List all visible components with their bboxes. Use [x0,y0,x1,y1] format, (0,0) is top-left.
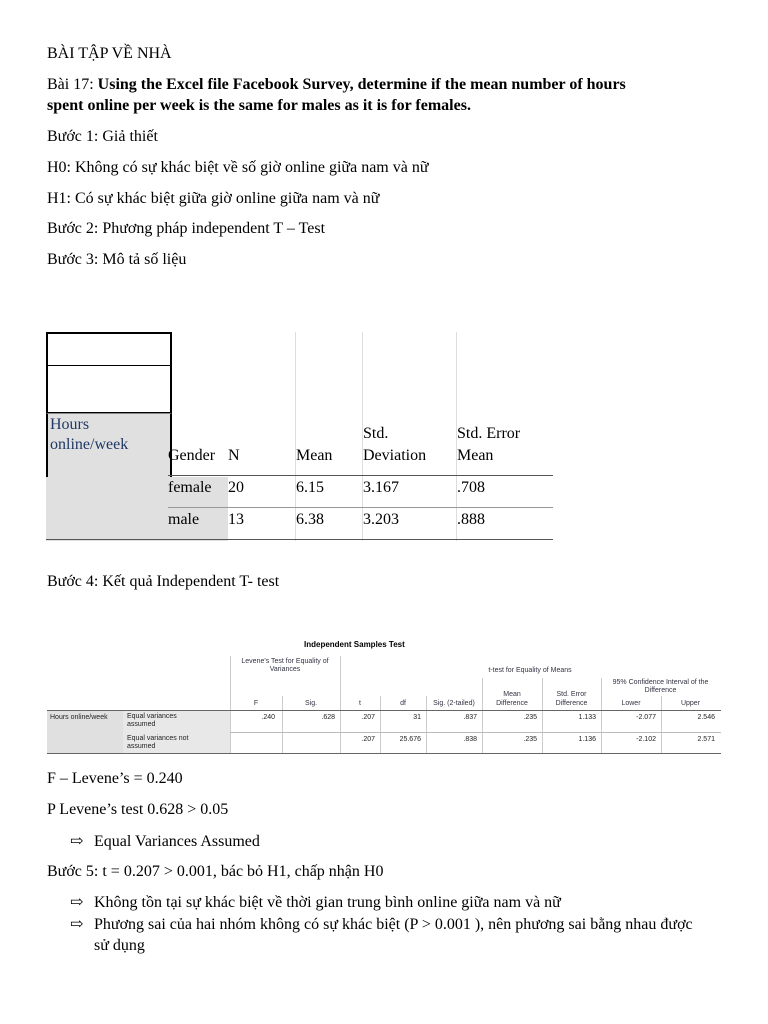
problem-line-1: Using the Excel file Facebook Survey, determine if the mean number of hours [97,76,626,93]
cell-df: 31 [413,714,421,721]
cell-lower: -2.102 [636,736,656,743]
cell-t: .207 [361,714,375,721]
grid-line [661,696,662,753]
cell-sig-2tailed: .837 [463,714,477,721]
col-mean-diff-line-2: Difference [496,700,528,707]
header-n: N [228,447,240,464]
cell-se: .888 [457,511,485,528]
p-levene: P Levene’s test 0.628 > 0.05 [47,801,229,818]
row-label-line-2: assumed [127,721,156,728]
cell-mean: 6.15 [296,479,324,496]
bottom-rule [46,539,553,540]
cell-gender: male [168,511,200,528]
spss-row-label: Hours online/week [50,714,108,721]
cell-lower: -2.077 [636,714,656,721]
cell-mean-diff: .235 [523,714,537,721]
cell-upper: 2.546 [697,714,715,721]
step-1: Bước 1: Giả thiết [47,128,158,145]
cell-mean: 6.38 [296,511,324,528]
header-se-line-2: Mean [457,447,494,464]
col-upper: Upper [680,700,701,707]
problem-statement [47,75,626,95]
list-item [70,831,710,852]
col-mean-diff-line-1: Mean [503,691,521,698]
conclusion-1: Không tồn tại sự khác biệt về thời gian trung bình online giữa nam và nữ [94,894,561,911]
list-item [70,892,710,913]
cell-se: .708 [457,479,485,496]
ttest-header: t-test for Equality of Means [488,667,572,674]
row-label-line-2: assumed [127,743,156,750]
cell-df: 25.676 [399,736,421,743]
col-sig: Sig. [304,700,318,707]
col-lower: Lower [621,700,641,707]
cell-f: .240 [261,714,275,721]
f-levene: F – Levene’s = 0.240 [47,770,183,787]
step-3: Bước 3: Mô tả số liệu [47,251,187,268]
cell-sd: 3.167 [363,479,399,496]
independent-samples-test-table [47,640,721,755]
col-df: df [400,700,406,707]
problem-line-2: spent online per week is the same for males as it is for females. [47,97,471,114]
ci-header-line-2: Difference [644,687,677,694]
step-4: Bước 4: Kết quả Independent T- test [47,573,280,590]
step-2: Bước 2: Phương pháp independent T – Test [47,220,326,237]
cell-upper: 2.571 [697,736,715,743]
header-sd-line-2: Deviation [363,447,427,464]
row-label-line-1: Equal variances not [127,735,189,742]
spss-title: Independent Samples Test [304,640,405,649]
conclusion-2: Phương sai của hai nhóm không có sự khác biệt (P > 0.001 ), nên phương sai bằng nhau được sử dụng [94,916,693,954]
cell-gender: female [168,479,212,496]
cell-sig-2tailed: .838 [463,736,477,743]
col-f: F [253,700,259,707]
header-gender: Gender [168,447,216,464]
hypothesis-h0: H0: Không có sự khác biệt về số giờ online giữa nam và nữ [47,159,429,176]
cell-se-diff: 1.136 [578,736,596,743]
hypothesis-h1: H1: Có sự khác biệt giữa giờ online giữa nam và nữ [47,190,380,207]
header-mean: Mean [296,447,333,464]
arrow-icon: ⇨ [70,833,84,850]
cell-t: .207 [361,736,375,743]
bottom-rule [47,753,721,754]
ci-header-line-1: 95% Confidence Interval of the [612,679,709,686]
header-se-line-1: Std. Error [457,425,521,442]
levene-header-line-2: Variances [269,666,301,673]
variable-label-line-2: online/week [50,436,129,453]
label-box-middle [46,364,172,413]
cell-sd: 3.203 [363,511,399,528]
header-rule [168,475,553,476]
row-label-line-1: Equal variances [127,713,177,720]
step-5: Bước 5: t = 0.207 > 0.001, bác bỏ H1, chấp nhận H0 [47,863,384,880]
cell-se-diff: 1.133 [578,714,596,721]
equal-variances-text: Equal Variances Assumed [94,833,260,850]
label-box-top [46,332,172,366]
descriptives-table [46,332,554,542]
col-t: t [359,700,361,707]
heading: BÀI TẬP VỀ NHÀ [47,45,172,62]
col-se-diff-line-1: Std. Error [556,691,587,698]
col-se-diff-line-2: Difference [555,700,588,707]
cell-n: 20 [228,479,244,496]
grid-line [426,696,427,753]
col-sig-2tailed: Sig. (2-tailed) [433,700,475,707]
problem-prefix: Bài 17: [47,76,98,93]
list-item [70,914,710,956]
cell-sig: .628 [321,714,335,721]
levene-header-line-1: Levene's Test for Equality of [241,658,329,665]
arrow-icon: ⇨ [70,894,84,911]
row-rule [168,507,553,508]
grid-line [380,696,381,753]
grid-line [230,656,231,753]
variable-label-line-1: Hours [50,416,90,433]
header-sd-line-1: Std. [363,425,389,442]
arrow-icon: ⇨ [70,916,84,933]
cell-n: 13 [228,511,244,528]
cell-mean-diff: .235 [523,736,537,743]
grid-line [282,696,283,753]
